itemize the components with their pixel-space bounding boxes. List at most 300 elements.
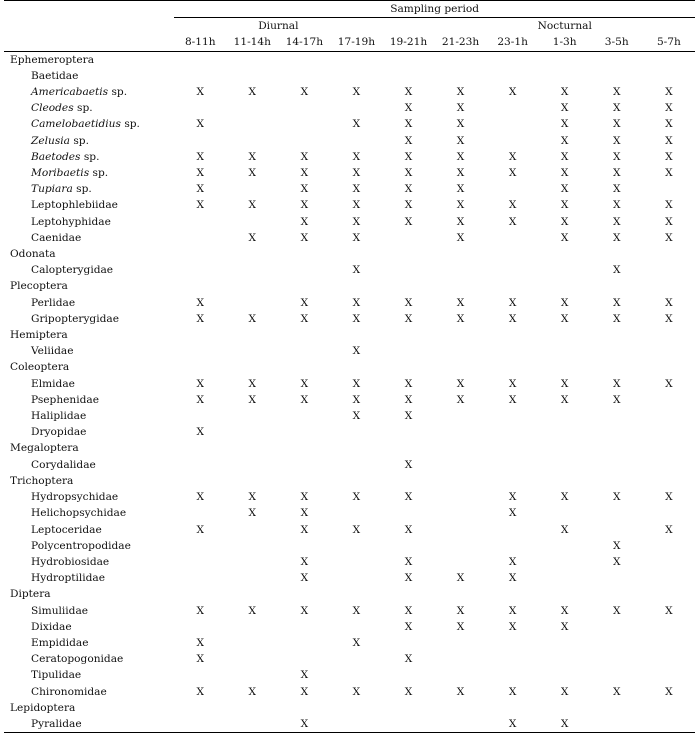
header-blank [4,18,174,35]
taxon-name [4,84,174,100]
empty-cell [487,100,539,116]
empty-cell [330,667,382,683]
empty-cell [278,51,330,68]
presence-mark: X [560,377,569,390]
presence-mark: X [248,167,257,180]
empty-cell [643,343,695,359]
empty-cell [643,440,695,456]
empty-cell [539,327,591,343]
presence-mark: X [196,150,205,163]
presence-mark: X [196,604,205,617]
empty-cell [643,68,695,84]
empty-cell [435,716,487,733]
presence-mark: X [248,231,257,244]
empty-cell [643,473,695,489]
presence-mark: X [278,716,330,733]
presence-mark: X [612,183,621,196]
empty-cell [643,538,695,554]
period-header: 5-7h [643,34,695,51]
order-name: Lepidoptera [10,701,76,714]
empty-cell [487,51,539,68]
empty-cell [226,295,278,311]
empty-cell [591,343,643,359]
taxon-name: Dryopidae [31,426,87,439]
empty-cell [278,586,330,602]
taxon-name: Perlidae [31,296,76,309]
empty-cell [539,651,591,667]
presence-mark: X [560,523,569,536]
presence-mark: X [508,604,517,617]
empty-cell [643,667,695,683]
presence-mark: X [612,167,621,180]
presence-mark: X [196,491,205,504]
order-row [4,473,695,489]
presence-mark: X [196,636,205,649]
empty-cell [643,327,695,343]
empty-cell [330,586,382,602]
presence-mark: X [196,426,205,439]
presence-mark: X [196,685,205,698]
presence-mark: X [508,377,517,390]
empty-cell [382,230,434,246]
empty-cell [330,68,382,84]
empty-cell [435,408,487,424]
order-row [4,51,695,68]
presence-mark: X [404,393,413,406]
empty-cell [487,408,539,424]
empty-cell [330,457,382,473]
empty-cell [330,424,382,440]
empty-cell [487,522,539,538]
period-header: 19-21h [382,34,434,51]
empty-cell [174,408,226,424]
empty-cell [539,246,591,262]
empty-cell [487,359,539,375]
taxon-name: Polycentropodidae [31,539,131,552]
presence-mark: X [300,183,309,196]
presence-mark: X [456,134,465,147]
empty-cell [174,619,226,635]
period-header: 3-5h [591,34,643,51]
sampling-period-header: Sampling period [174,1,695,18]
presence-mark: X [665,150,673,163]
empty-cell [487,586,539,602]
presence-mark: X [487,716,539,733]
empty-cell [174,473,226,489]
genus-name: Baetodes [31,150,81,163]
empty-cell [330,505,382,521]
presence-mark: X [404,377,413,390]
presence-mark: X [456,183,465,196]
presence-mark: X [300,572,309,585]
empty-cell [591,522,643,538]
presence-mark: X [404,604,413,617]
empty-cell [487,700,539,716]
empty-cell [435,489,487,505]
empty-cell [330,278,382,294]
presence-mark: X [248,604,257,617]
empty-cell [226,570,278,586]
presence-mark: X [300,150,309,163]
presence-mark: X [612,134,621,147]
presence-mark: X [456,312,465,325]
taxon-row [4,619,695,635]
period-header: 11-14h [226,34,278,51]
empty-cell [226,667,278,683]
empty-cell [487,667,539,683]
empty-cell [539,68,591,84]
empty-cell [591,51,643,68]
empty-cell [435,522,487,538]
taxon-row [4,522,695,538]
taxon-name [4,181,174,197]
empty-cell [487,635,539,651]
empty-cell [226,457,278,473]
presence-mark: X [300,377,309,390]
presence-mark: X [612,393,621,406]
header-corner [4,1,174,18]
presence-mark: X [456,86,465,99]
order-name: Odonata [10,248,56,261]
empty-cell [226,116,278,132]
presence-mark: X [560,685,569,698]
empty-cell [643,457,695,473]
empty-cell [539,262,591,278]
presence-mark: X [456,102,465,115]
header-row-sampling [4,1,695,18]
empty-cell [591,473,643,489]
presence-mark: X [665,377,673,390]
empty-cell [278,116,330,132]
empty-cell [174,554,226,570]
empty-cell [539,667,591,683]
presence-mark: X [196,393,205,406]
empty-cell [435,457,487,473]
presence-mark: X [665,604,673,617]
empty-cell [643,408,695,424]
presence-mark: X [404,572,413,585]
taxon-name: Haliplidae [31,410,87,423]
presence-mark: X [612,377,621,390]
empty-cell [226,343,278,359]
taxon-name: Leptophlebiidae [31,199,118,212]
empty-cell [591,278,643,294]
empty-cell [591,716,643,733]
taxon-row [4,376,695,392]
empty-cell [382,262,434,278]
header-row-groups [4,18,695,35]
presence-mark: X [300,523,309,536]
empty-cell [591,408,643,424]
group-gap [382,18,434,35]
presence-mark: X [300,167,309,180]
empty-cell [330,651,382,667]
empty-cell [226,635,278,651]
empty-cell [174,700,226,716]
empty-cell [435,635,487,651]
presence-mark: X [560,199,569,212]
presence-mark: X [665,491,673,504]
presence-mark: X [300,507,309,520]
presence-mark: X [352,150,361,163]
taxon-row [4,181,695,197]
presence-mark: X [248,86,257,99]
period-header: 21-23h [435,34,487,51]
empty-cell [591,359,643,375]
presence-mark: X [456,393,465,406]
taxon-row [4,635,695,651]
empty-cell [487,262,539,278]
taxon-name: Ceratopogonidae [31,653,124,666]
empty-cell [226,214,278,230]
diurnal-header: Diurnal [174,18,382,35]
presence-mark: X [300,215,309,228]
empty-cell [539,424,591,440]
order-name: Hemiptera [10,329,68,342]
presence-mark: X [404,491,413,504]
empty-cell [226,278,278,294]
presence-mark: X [404,410,413,423]
sampling-table [4,0,695,733]
presence-mark: X [508,296,517,309]
presence-mark: X [300,199,309,212]
empty-cell [174,505,226,521]
empty-cell [278,327,330,343]
empty-cell [330,473,382,489]
presence-mark: X [612,491,621,504]
presence-mark: X [196,312,205,325]
empty-cell [174,278,226,294]
taxon-name: Caenidae [31,231,82,244]
presence-mark: X [352,86,361,99]
species-suffix: sp. [120,118,140,131]
taxon-name: Hydroptilidae [31,572,106,585]
taxon-name: Corydalidae [31,458,96,471]
species-suffix: sp. [80,150,100,163]
empty-cell [226,68,278,84]
empty-cell [487,651,539,667]
presence-mark: X [404,102,413,115]
empty-cell [330,440,382,456]
empty-cell [487,133,539,149]
empty-cell [226,327,278,343]
empty-cell [174,343,226,359]
empty-cell [435,262,487,278]
empty-cell [330,51,382,68]
presence-mark: X [560,102,569,115]
empty-cell [435,68,487,84]
presence-mark: X [404,653,413,666]
taxon-row [4,149,695,165]
taxon-row [4,538,695,554]
presence-mark: X [560,620,569,633]
empty-cell [643,262,695,278]
taxon-name: Leptoceridae [31,523,102,536]
empty-cell [330,554,382,570]
empty-cell [382,440,434,456]
empty-cell [435,51,487,68]
presence-mark: X [196,183,205,196]
empty-cell [435,667,487,683]
presence-mark: X [404,458,413,471]
presence-mark: X [352,604,361,617]
empty-cell [539,554,591,570]
taxon-name [4,149,174,165]
presence-mark: X [404,620,413,633]
empty-cell [643,716,695,733]
taxon-row [4,100,695,116]
presence-mark: X [196,199,205,212]
empty-cell [330,716,382,733]
empty-cell [174,327,226,343]
empty-cell [435,278,487,294]
header-row-periods [4,34,695,51]
empty-cell [330,570,382,586]
presence-mark: X [352,264,361,277]
empty-cell [643,359,695,375]
genus-name: Tupiara [31,183,73,196]
presence-mark: X [456,167,465,180]
empty-cell [539,505,591,521]
table-body [4,51,695,733]
empty-cell [487,278,539,294]
taxon-row [4,68,695,84]
empty-cell [539,570,591,586]
presence-mark: X [508,199,517,212]
empty-cell [278,100,330,116]
empty-cell [643,505,695,521]
empty-cell [226,100,278,116]
empty-cell [382,667,434,683]
presence-mark: X [352,377,361,390]
taxon-name: Empididae [31,636,89,649]
empty-cell [382,716,434,733]
presence-mark: X [456,620,465,633]
presence-mark: X [352,296,361,309]
taxon-name: Veliidae [31,345,74,358]
empty-cell [330,100,382,116]
empty-cell [278,278,330,294]
empty-cell [330,700,382,716]
presence-mark: X [352,345,361,358]
presence-mark: X [404,199,413,212]
empty-cell [330,538,382,554]
presence-mark: X [300,685,309,698]
empty-cell [643,635,695,651]
presence-mark: X [508,620,517,633]
presence-mark: X [508,86,517,99]
taxon-row [4,392,695,408]
presence-mark: X [404,150,413,163]
presence-mark: X [196,377,205,390]
empty-cell [487,473,539,489]
presence-mark: X [300,669,309,682]
empty-cell [174,262,226,278]
empty-cell [382,246,434,262]
taxon-row [4,667,695,683]
period-header: 23-1h [487,34,539,51]
empty-cell [487,538,539,554]
empty-cell [643,619,695,635]
taxon-row [4,116,695,132]
empty-cell [278,457,330,473]
presence-mark: X [560,167,569,180]
presence-mark: X [456,604,465,617]
presence-mark: X [665,102,673,115]
empty-cell [435,554,487,570]
presence-mark: X [352,685,361,698]
empty-cell [226,133,278,149]
empty-cell [226,408,278,424]
presence-mark: X [300,393,309,406]
taxon-column-header [4,34,174,51]
taxon-row [4,457,695,473]
empty-cell [382,586,434,602]
taxon-name: Simuliidae [31,604,89,617]
taxon-row [4,570,695,586]
presence-mark: X [352,636,361,649]
presence-mark: X [248,377,257,390]
presence-mark: X [612,312,621,325]
empty-cell [226,359,278,375]
empty-cell [539,278,591,294]
presence-mark: X [248,507,257,520]
presence-mark: X [352,167,361,180]
order-row [4,246,695,262]
presence-mark: X [508,393,517,406]
genus-name: Camelobaetidius [31,118,121,131]
empty-cell [226,700,278,716]
presence-mark: X [404,183,413,196]
presence-mark: X [196,523,205,536]
presence-mark: X [300,296,309,309]
empty-cell [382,68,434,84]
taxon-row [4,424,695,440]
presence-mark: X [612,86,621,99]
taxon-row [4,684,695,700]
presence-mark: X [560,312,569,325]
presence-mark: X [612,604,621,617]
period-header: 14-17h [278,34,330,51]
presence-mark: X [352,523,361,536]
taxon-row [4,230,695,246]
empty-cell [435,651,487,667]
presence-mark: X [248,199,257,212]
empty-cell [591,635,643,651]
empty-cell [591,457,643,473]
empty-cell [643,554,695,570]
taxon-row [4,489,695,505]
taxon-name [4,165,174,181]
presence-mark: X [612,539,621,552]
presence-mark: X [539,716,591,733]
presence-mark: X [300,555,309,568]
empty-cell [330,619,382,635]
empty-cell [226,586,278,602]
empty-cell [435,700,487,716]
empty-cell [539,586,591,602]
presence-mark: X [248,491,257,504]
presence-mark: X [560,604,569,617]
taxon-row [4,408,695,424]
empty-cell [226,522,278,538]
empty-cell [226,473,278,489]
empty-cell [435,327,487,343]
taxon-name: Hydrobiosidae [31,555,110,568]
taxon-row [4,505,695,521]
taxon-name: Baetidae [31,69,79,82]
presence-mark: X [612,199,621,212]
